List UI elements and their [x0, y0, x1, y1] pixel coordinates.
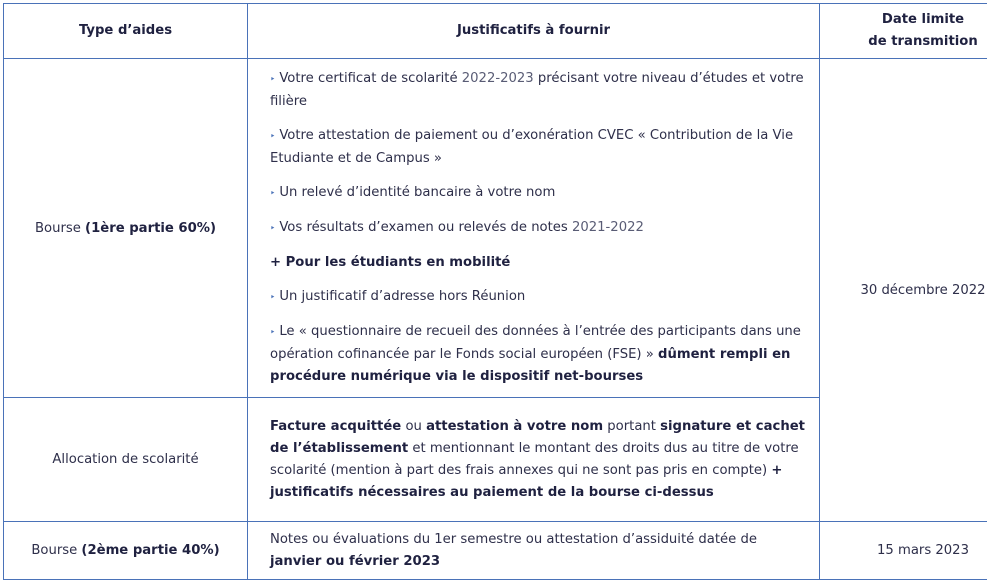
- item-text: précisant votre niveau d’études et votre filière: [270, 71, 804, 109]
- date-15-mars: 15 mars 2023: [820, 522, 987, 580]
- header-date-line2: de transmition: [868, 34, 978, 49]
- header-date: [820, 4, 987, 59]
- text: et mentionnant le montant des droits dus au titre de votre scolarité (mention à part des frais annexes qui ne sont pas pris en compte): [270, 440, 799, 478]
- item-cvec: [270, 125, 807, 170]
- mobilite-header: + Pour les étudiants en mobilité: [270, 255, 511, 270]
- type-bold: (2ème partie 40%): [81, 543, 220, 558]
- item-text: Votre attestation de paiement ou d’exonération CVEC « Contribution de la Vie Etudiante et de Campus »: [270, 128, 794, 166]
- text-bold: attestation à votre nom: [426, 418, 604, 434]
- bullet-icon: ‣: [270, 75, 276, 85]
- text: Notes ou évaluations du 1er semestre ou attestation d’assiduité datée de: [270, 531, 757, 547]
- date-30-decembre: 30 décembre 2022: [820, 59, 987, 522]
- bullet-icon: ‣: [270, 224, 276, 234]
- item-text: Votre certificat de scolarité: [279, 71, 462, 86]
- text: portant: [603, 418, 661, 434]
- bullet-icon: ‣: [270, 328, 276, 338]
- bullet-icon: ‣: [270, 132, 276, 142]
- text: ou: [401, 418, 427, 434]
- text-bold: Facture acquittée: [270, 418, 402, 434]
- type-allocation: Allocation de scolarité: [4, 398, 248, 522]
- type-prefix: Bourse: [34, 220, 86, 236]
- aides-table: [3, 3, 987, 580]
- item-bold: dûment rempli en procédure numérique via le dispositif net-bourses: [270, 347, 791, 384]
- bullet-icon: ‣: [270, 293, 276, 303]
- item-year: 2022-2023: [461, 71, 534, 86]
- header-row: [4, 4, 987, 59]
- item-certificat: [270, 68, 807, 113]
- type-bourse-2eme: [4, 522, 248, 580]
- item-text: Un justificatif d’adresse hors Réunion: [279, 289, 526, 304]
- item-year: 2021-2022: [571, 220, 644, 235]
- item-questionnaire: [270, 321, 807, 388]
- header-justificatifs: Justificatifs à fournir: [248, 4, 820, 59]
- header-type: Type d’aides: [4, 4, 248, 59]
- item-text: Un relevé d’identité bancaire à votre nom: [279, 185, 556, 200]
- type-bourse-1ere: [4, 59, 248, 398]
- text-bold: + justificatifs nécessaires au paiement de la bourse ci-dessus: [270, 462, 783, 500]
- type-bold: (1ère partie 60%): [85, 220, 217, 236]
- header-date-line1: Date limite: [881, 12, 965, 27]
- text-bold: janvier ou février 2023: [270, 553, 441, 569]
- row-bourse-2eme: [4, 522, 987, 580]
- item-adresse: [270, 286, 807, 309]
- justificatifs-allocation: [248, 398, 820, 522]
- item-resultats: [270, 217, 807, 240]
- item-text: Le « questionnaire de recueil des données à l’entrée des participants dans une opération cofinancée par le Fonds social européen (FSE) »: [270, 324, 801, 362]
- text-bold: signature et cachet de l’établissement: [270, 418, 805, 456]
- bourse2-text: [270, 529, 807, 573]
- item-text: Vos résultats d’examen ou relevés de notes: [279, 220, 572, 235]
- type-prefix: Bourse: [31, 543, 82, 558]
- justificatifs-bourse-2eme: [248, 522, 820, 580]
- item-rib: [270, 182, 807, 205]
- bullet-icon: ‣: [270, 189, 276, 199]
- justificatifs-bourse-1ere: [248, 59, 820, 398]
- row-bourse-1ere: [4, 59, 987, 398]
- allocation-text: [270, 416, 807, 504]
